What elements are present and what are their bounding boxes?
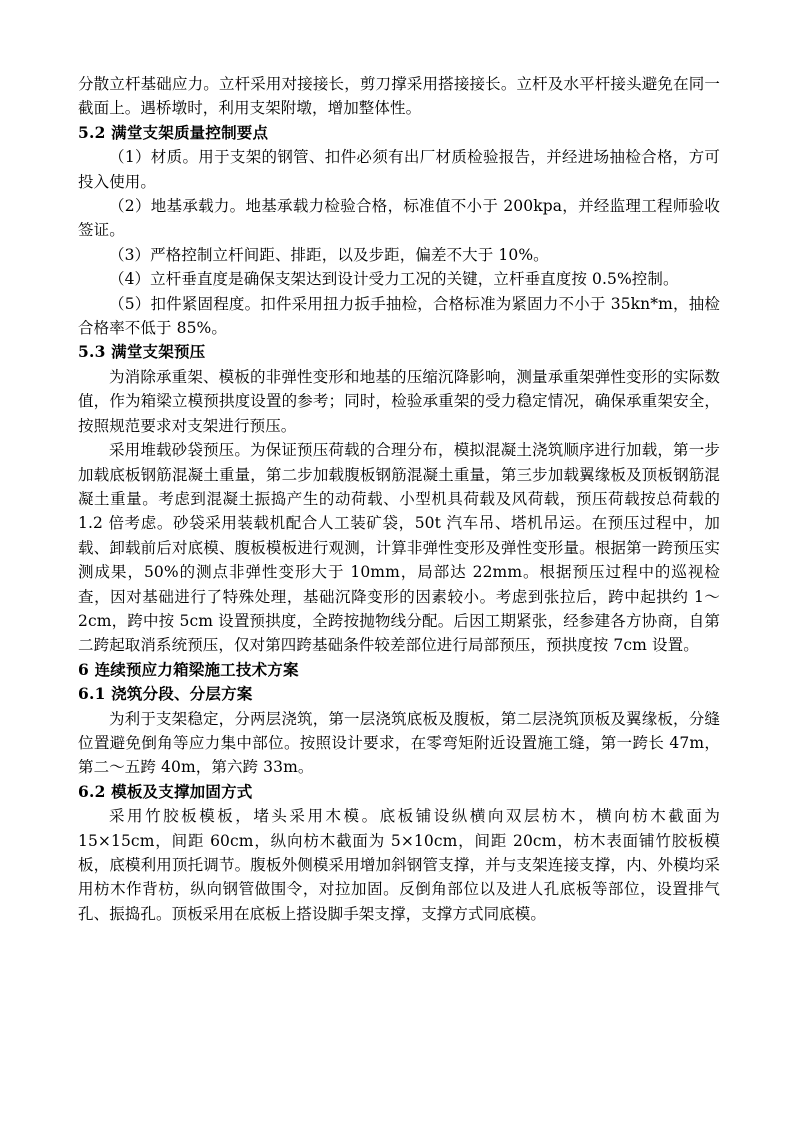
heading-6-2: 6.2 模板及支撑加固方式	[78, 781, 253, 801]
paragraph-continued: 分散立杆基础应力。立杆采用对接接长，剪刀撑采用搭接接长。立杆及水平杆接头避免在同一截面上。遇桥墩时，利用支架附墩，增加整体性。	[78, 75, 720, 118]
paragraph-foundation: （2）地基承载力。地基承载力检验合格，标准值不小于 200kpa，并经监理工程师验收签证。	[78, 197, 720, 240]
document-body	[78, 72, 720, 926]
paragraph-pour-layers: 为利于支架稳定，分两层浇筑，第一层浇筑底板及腹板，第二层浇筑顶板及翼缘板，分缝位置避免倒角等应力集中部位。按照设计要求，在零弯矩附近设置施工缝，第一跨长 47m，第二～五跨 40m，第六跨 33m。	[78, 709, 720, 777]
paragraph-preload-method: 采用堆载砂袋预压。为保证预压荷载的合理分布，模拟混凝土浇筑顺序进行加载，第一步加载底板钢筋混凝土重量，第二步加载腹板钢筋混凝土重量，第三步加载翼缘板及顶板钢筋混凝土重量。考虑到混凝土振捣产生的动荷载、小型机具荷载及风荷载，预压荷载按总荷载的 1.2 倍考虑。砂袋采用装载机配合人工装矿袋，50t 汽车吊、塔机吊运。在预压过程中，加载、卸载前后对底模、腹板模板进行观测，计算非弹性变形及弹性变形量。根据第一跨预压实测成果，50%的测点非弹性变形大于 10mm，局部达 22mm。根据预压过程中的巡视检查，因对基础进行了特殊处理，基础沉降变形的因素较小。考虑到张拉后，跨中起拱约 1～2cm，跨中按 5cm 设置预拱度，全跨按抛物线分配。后因工期紧张，经参建各方协商，自第二跨起取消系统预压，仅对第四跨基础条件较差部位进行局部预压，预拱度按 7cm 设置。	[78, 441, 720, 655]
heading-5-3: 5.3 满堂支架预压	[78, 342, 206, 362]
heading-6: 6 连续预应力箱梁施工技术方案	[78, 659, 299, 679]
paragraph-preload-purpose: 为消除承重架、模板的非弹性变形和地基的压缩沉降影响，测量承重架弹性变形的实际数值，作为箱梁立模预拱度设置的参考；同时，检验承重架的受力稳定情况，确保承重架安全，按照规范要求对支架进行预压。	[78, 367, 720, 435]
paragraph-material: （1）材质。用于支架的钢管、扣件必须有出厂材质检验报告，并经进场抽检合格，方可投入使用。	[78, 148, 720, 191]
paragraph-verticality: （4）立杆垂直度是确保支架达到设计受力工况的关键，立杆垂直度按 0.5%控制。	[109, 270, 679, 289]
heading-6-1: 6.1 浇筑分段、分层方案	[78, 684, 253, 704]
paragraph-formwork: 采用竹胶板模板，堵头采用木模。底板铺设纵横向双层枋木，横向枋木截面为 15×15cm，间距 60cm，纵向枋木截面为 5×10cm，间距 20cm，枋木表面铺竹胶板模板，底模利用顶托调节。腹板外侧模采用增加斜钢管支撑，并与支架连接支撑，内、外模均采用枋木作背枋，纵向钢管做围令，对拉加固。反倒角部位以及进人孔底板等部位，设置排气孔、振捣孔。顶板采用在底板上搭设脚手架支撑，支撑方式同底模。	[78, 807, 720, 923]
paragraph-spacing: （3）严格控制立杆间距、排距，以及步距，偏差不大于 10%。	[109, 245, 549, 264]
paragraph-fastener: （5）扣件紧固程度。扣件采用扭力扳手抽检，合格标准为紧固力不小于 35kn*m，抽检合格率不低于 85%。	[78, 294, 720, 338]
heading-5-2: 5.2 满堂支架质量控制要点	[78, 122, 269, 142]
